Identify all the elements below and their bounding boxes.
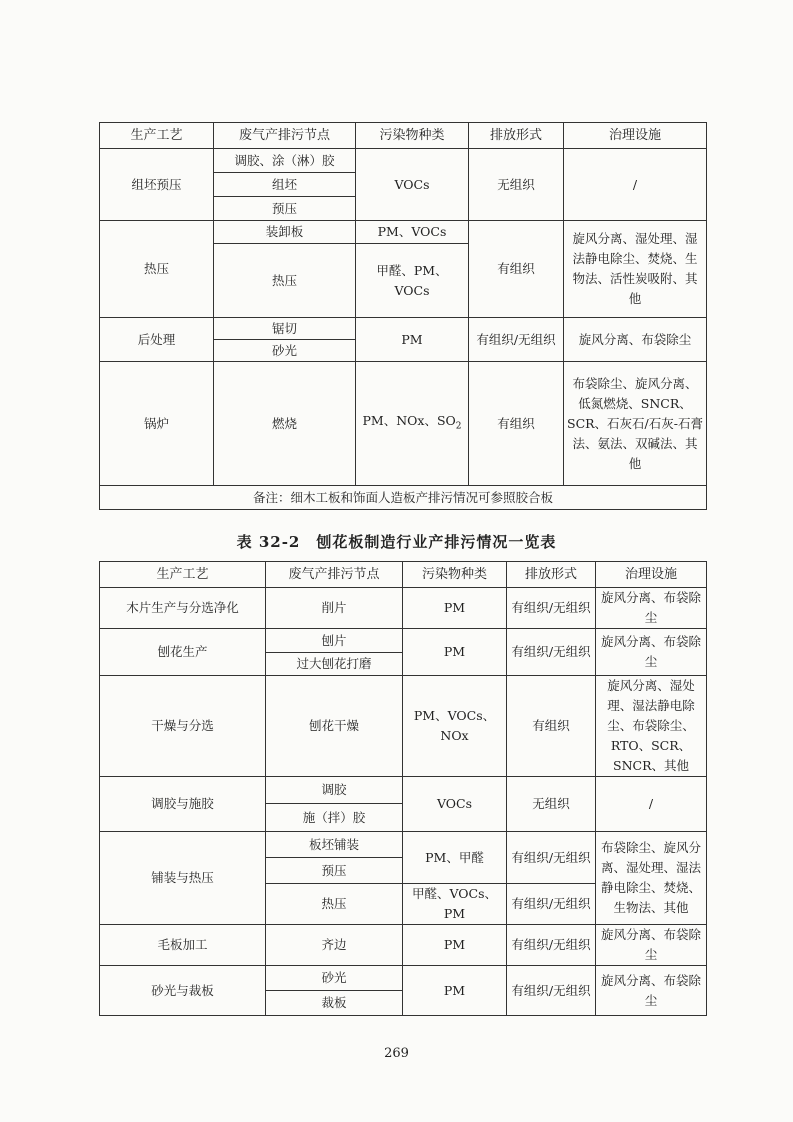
subscript-2: 2	[455, 421, 462, 432]
header-pollutant: 污染物种类	[403, 562, 507, 588]
emission-cell: 有组织/无组织	[507, 884, 596, 925]
node-cell: 装卸板	[214, 221, 356, 244]
table-row	[100, 362, 707, 486]
node-cell: 调胶、涂（淋）胶	[214, 149, 356, 173]
header-emission-node: 废气产排污节点	[266, 562, 403, 588]
header-process: 生产工艺	[100, 123, 214, 149]
process-cell: 热压	[100, 221, 214, 318]
treatment-cell: /	[596, 777, 707, 832]
emission-cell: 无组织	[469, 149, 564, 221]
table-row	[100, 318, 707, 340]
treatment-cell: 布袋除尘、旋风分离、低氮燃烧、SNCR、SCR、石灰石/石灰-石膏法、氨法、双碱法、其他	[564, 362, 707, 486]
treatment-cell: 旋风分离、布袋除尘	[596, 588, 707, 629]
emission-cell: 有组织/无组织	[507, 925, 596, 966]
emission-cell: 有组织/无组织	[507, 966, 596, 1016]
header-emission-form: 排放形式	[469, 123, 564, 149]
process-cell: 调胶与施胶	[100, 777, 266, 832]
table-row	[100, 629, 707, 653]
emission-cell: 有组织/无组织	[469, 318, 564, 362]
table-row	[100, 588, 707, 629]
treatment-cell: 旋风分离、湿处理、湿法静电除尘、焚烧、生物法、活性炭吸附、其他	[564, 221, 707, 318]
table-row	[100, 149, 707, 173]
node-cell: 齐边	[266, 925, 403, 966]
treatment-cell: /	[564, 149, 707, 221]
node-cell: 调胶	[266, 777, 403, 804]
pollutant-cell: VOCs	[403, 777, 507, 832]
table-row	[100, 676, 707, 777]
pollutant-cell: PM、VOCs	[356, 221, 469, 244]
header-treatment: 治理设施	[596, 562, 707, 588]
header-treatment: 治理设施	[564, 123, 707, 149]
node-cell: 施（拌）胶	[266, 804, 403, 832]
emission-cell: 有组织/无组织	[507, 629, 596, 676]
table-row	[100, 221, 707, 244]
pollutant-cell: PM	[403, 588, 507, 629]
treatment-cell: 旋风分离、布袋除尘	[596, 925, 707, 966]
node-cell: 燃烧	[214, 362, 356, 486]
header-pollutant: 污染物种类	[356, 123, 469, 149]
pollutant-cell: PM、甲醛	[403, 832, 507, 884]
node-cell: 热压	[214, 244, 356, 318]
table-row	[100, 966, 707, 991]
pollutant-cell	[356, 362, 469, 486]
node-cell: 刨片	[266, 629, 403, 653]
table-note-row	[100, 486, 707, 510]
node-cell: 预压	[266, 858, 403, 884]
node-cell: 削片	[266, 588, 403, 629]
pollutant-cell: PM	[403, 629, 507, 676]
treatment-cell: 旋风分离、湿处理、湿法静电除尘、布袋除尘、RTO、SCR、SNCR、其他	[596, 676, 707, 777]
header-process: 生产工艺	[100, 562, 266, 588]
node-cell: 锯切	[214, 318, 356, 340]
pollutant-cell: PM	[403, 966, 507, 1016]
process-cell: 砂光与裁板	[100, 966, 266, 1016]
process-cell: 毛板加工	[100, 925, 266, 966]
pollutant-cell: PM、VOCs、NOx	[403, 676, 507, 777]
node-cell: 砂光	[214, 340, 356, 362]
treatment-cell: 旋风分离、布袋除尘	[596, 966, 707, 1016]
table-caption: 表 32-2 刨花板制造行业产排污情况一览表	[236, 533, 557, 551]
treatment-cell: 旋风分离、布袋除尘	[564, 318, 707, 362]
table-particleboard	[99, 561, 707, 1016]
emission-cell: 有组织/无组织	[507, 832, 596, 884]
page-number: 269	[384, 1046, 409, 1061]
process-cell: 锅炉	[100, 362, 214, 486]
treatment-cell: 旋风分离、布袋除尘	[596, 629, 707, 676]
emission-cell: 有组织	[469, 362, 564, 486]
header-emission-form: 排放形式	[507, 562, 596, 588]
table-row	[100, 832, 707, 858]
pollutant-cell: PM	[356, 318, 469, 362]
emission-cell: 有组织	[507, 676, 596, 777]
node-cell: 板坯铺装	[266, 832, 403, 858]
table-note: 备注：细木工板和饰面人造板产排污情况可参照胶合板	[100, 486, 707, 510]
treatment-cell: 布袋除尘、旋风分离、湿处理、湿法静电除尘、焚烧、生物法、其他	[596, 832, 707, 925]
table-header-row	[100, 123, 707, 149]
table-row	[100, 777, 707, 804]
process-cell: 干燥与分选	[100, 676, 266, 777]
pollutant-cell: PM	[403, 925, 507, 966]
emission-cell: 有组织	[469, 221, 564, 318]
node-cell: 预压	[214, 197, 356, 221]
node-cell: 过大刨花打磨	[266, 653, 403, 676]
node-cell: 裁板	[266, 991, 403, 1016]
node-cell: 刨花干燥	[266, 676, 403, 777]
pollutant-text: PM、NOx、SO	[362, 412, 456, 428]
pollutant-cell: 甲醛、VOCs、PM	[403, 884, 507, 925]
pollutant-cell: VOCs	[356, 149, 469, 221]
process-cell: 组坯预压	[100, 149, 214, 221]
process-cell: 木片生产与分选净化	[100, 588, 266, 629]
header-emission-node: 废气产排污节点	[214, 123, 356, 149]
node-cell: 砂光	[266, 966, 403, 991]
table-row	[100, 925, 707, 966]
process-cell: 铺装与热压	[100, 832, 266, 925]
pollutant-cell: 甲醛、PM、VOCs	[356, 244, 469, 318]
table-header-row	[100, 562, 707, 588]
process-cell: 后处理	[100, 318, 214, 362]
emission-cell: 无组织	[507, 777, 596, 832]
process-cell: 刨花生产	[100, 629, 266, 676]
node-cell: 热压	[266, 884, 403, 925]
table-plywood-continued	[99, 122, 707, 510]
emission-cell: 有组织/无组织	[507, 588, 596, 629]
node-cell: 组坯	[214, 173, 356, 197]
